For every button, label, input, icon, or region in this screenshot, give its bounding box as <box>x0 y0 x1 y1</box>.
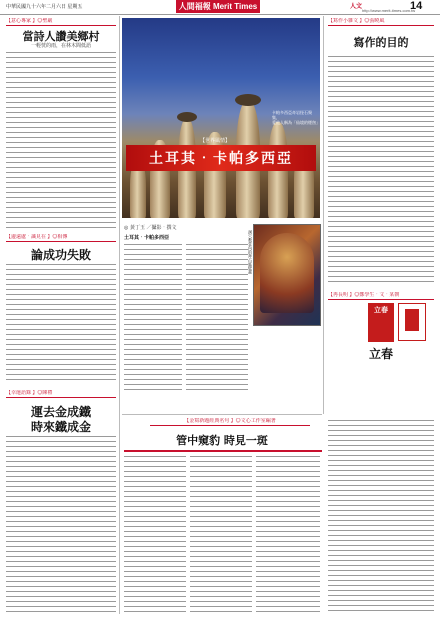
church-caption: 洞穴教堂內的拜占庭壁畫 <box>248 230 253 274</box>
photo-caption-line: 愛他人稱為「仙境的煙囪」 <box>272 120 320 125</box>
bottom-body-text-col3 <box>256 456 320 612</box>
rock-cap <box>177 112 197 122</box>
photo-caption-line: 卡帕多西亞奇岩怪石聚集， <box>272 110 312 120</box>
bottom-section-label: 【金寫新題經典名句 】◎文心工作室編著 <box>150 418 310 426</box>
right-top-headline: 寫作的目的 <box>353 36 409 49</box>
left-bot-body-text <box>6 436 116 612</box>
site-url: http://www.merit-times.com.tw <box>362 8 416 13</box>
cappadocia-photo <box>122 18 320 218</box>
newspaper-logo: 人間福報 Merit Times <box>176 0 260 13</box>
left-top-headline: 當詩人讚美鄉村 <box>22 30 100 43</box>
column-divider <box>119 16 120 614</box>
masthead-date: 中華民國九十六年二月六日 星期五 <box>6 4 83 10</box>
left-bot-headline-2: 時來鐵成金 <box>30 420 91 434</box>
portrait-figure <box>405 309 419 331</box>
author-seal: 立春 <box>368 303 394 342</box>
section-divider <box>122 414 322 415</box>
masthead <box>0 0 440 15</box>
feature-byline: ◎ 黃丁玉 ／攝影‧撰文 <box>124 225 177 231</box>
left-top-body-text <box>6 52 116 228</box>
page-number: 14 <box>410 0 423 12</box>
rock-cap <box>235 94 261 106</box>
bottom-body-text-col1 <box>124 456 186 612</box>
left-mid-headline: 論成功失敗 <box>30 248 91 262</box>
left-top-subhead: 一輕恍的雨，在林木間低語 <box>30 43 91 49</box>
section-name: 人文 <box>350 4 363 10</box>
fresco-arch <box>260 233 314 313</box>
feature-body-text-col2 <box>186 244 248 394</box>
left-bot-section-label: 【幸運語錄 】◎陳禮 <box>6 390 116 398</box>
photo-caption <box>272 110 318 125</box>
church-fresco-photo <box>253 224 321 326</box>
feature-title: 土耳其‧卡帕多西亞 <box>126 145 316 171</box>
left-top-section-label: 【意心專家 】◎聖嚴 <box>6 18 116 26</box>
left-bot-headline-1: 運去金成鐵 <box>30 405 91 419</box>
right-mid-body-text <box>328 420 434 612</box>
feature-section-tag: 【世界風情】 <box>200 138 231 144</box>
bottom-headline: 管中窺豹 時見一斑 <box>176 434 268 447</box>
right-mid-section-label: 【再長明 】◎鄭學生‧文‧某朝 <box>328 292 434 300</box>
feature-body-text-col1 <box>124 244 182 394</box>
headline-rule <box>124 450 322 452</box>
bottom-body-text-col2 <box>190 456 252 612</box>
left-mid-section-label: 【邊遠處‧識見在 】◎相傳 <box>6 234 116 242</box>
right-mid-title: 立春 <box>368 347 393 361</box>
left-mid-body-text <box>6 264 116 384</box>
right-top-section-label: 【寫作小雜文 】◎張曉風 <box>328 18 434 26</box>
column-divider <box>323 16 324 414</box>
feature-sub-headline: 土耳其‧卡帕多西亞 <box>124 235 170 241</box>
right-top-body-text <box>328 56 434 286</box>
author-portrait <box>398 303 426 341</box>
